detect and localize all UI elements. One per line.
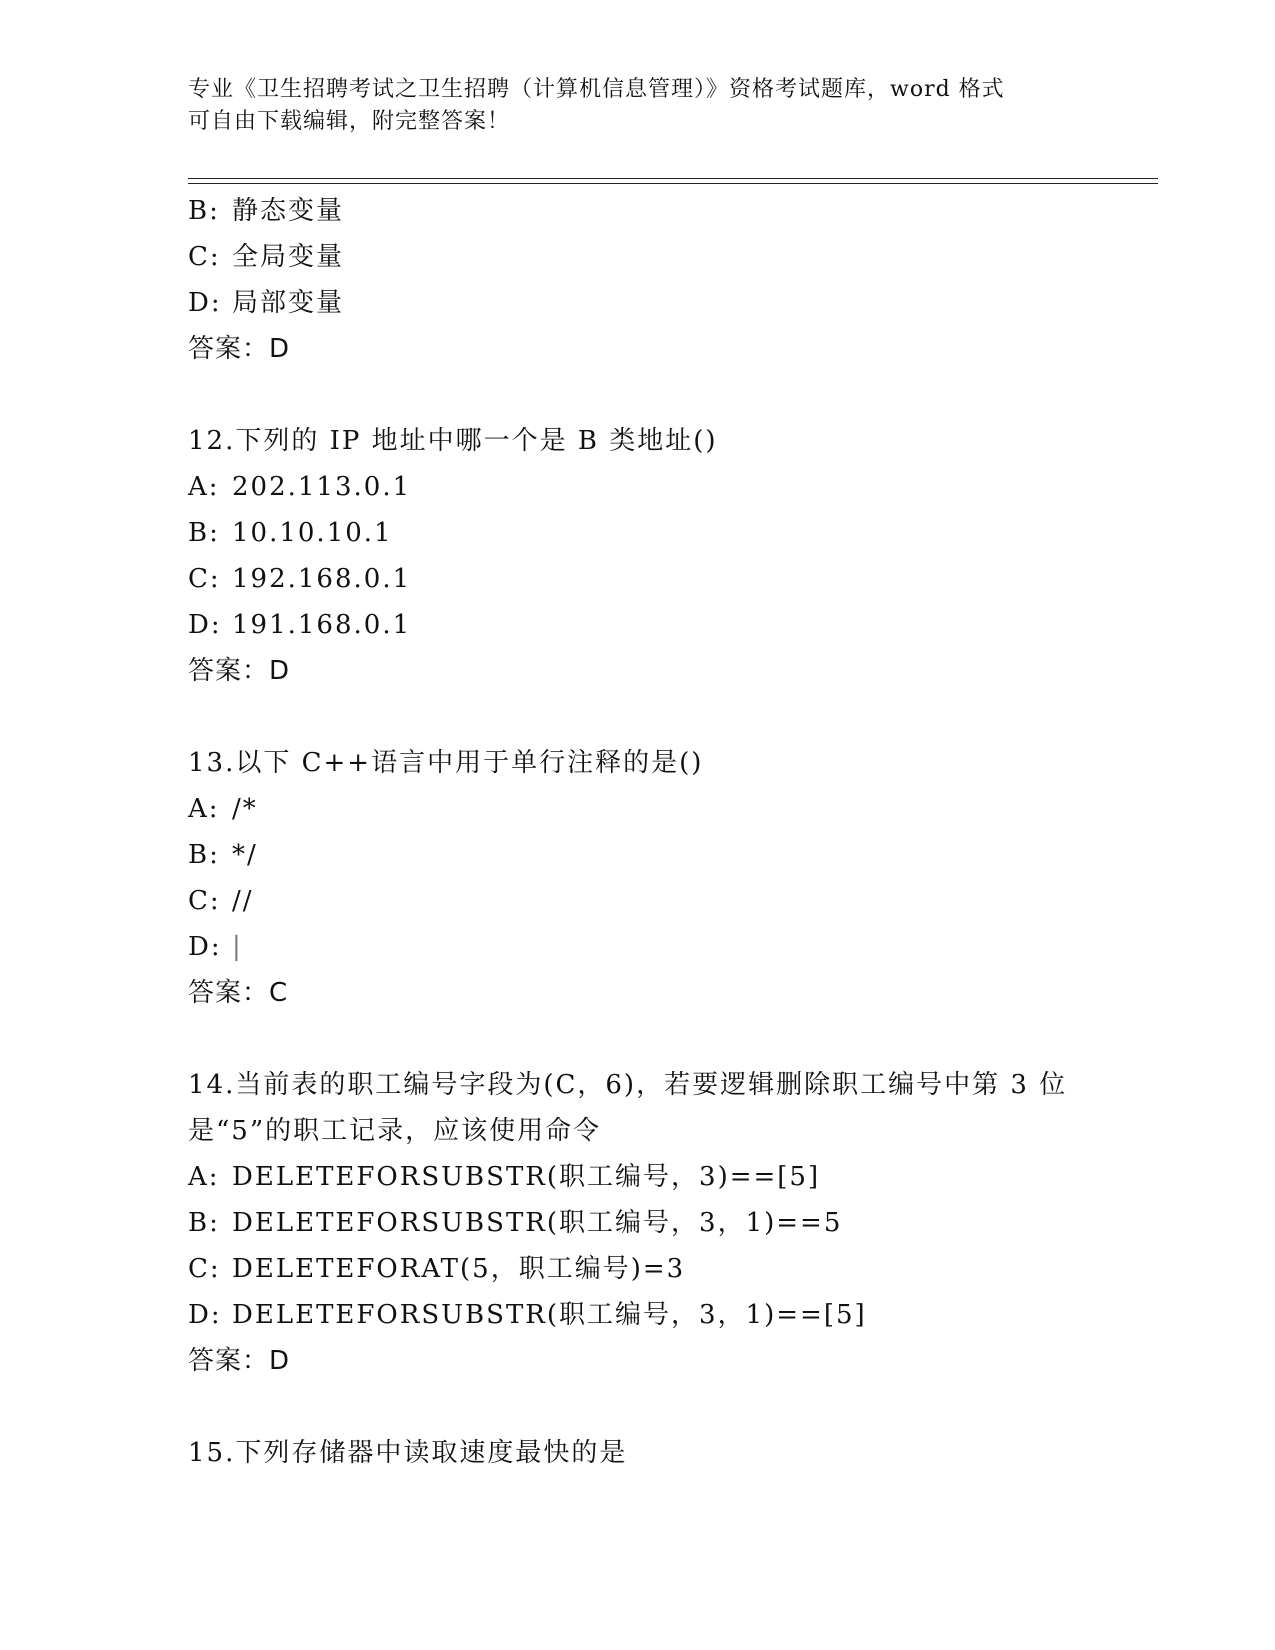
question-text-line-2 xyxy=(188,1108,1188,1154)
header-line-2: 可自由下载编辑，附完整答案！ xyxy=(188,109,511,134)
question-stem: 14.当前表的职工编号字段为(C，6)，若要逻辑删除职工编号中第 3 位 xyxy=(188,1070,1068,1100)
option-label: A: xyxy=(188,472,220,502)
question-stem: 15.下列存储器中读取速度最快的是 xyxy=(188,1438,628,1468)
option-text: DELETEFORSUBSTR(职工编号，3，1)==5 xyxy=(232,1208,843,1238)
option-b xyxy=(188,832,1188,878)
option-label: C: xyxy=(188,1254,221,1284)
option-label: C: xyxy=(188,242,221,272)
question-block-14 xyxy=(188,1062,1188,1384)
option-a xyxy=(188,464,1188,510)
option-label: D: xyxy=(188,610,222,640)
question-block-13 xyxy=(188,740,1188,1016)
option-text: DELETEFORSUBSTR(职工编号，3)==[5] xyxy=(232,1162,821,1192)
question-text xyxy=(188,740,1188,786)
option-a xyxy=(188,1154,1188,1200)
spacer xyxy=(188,1016,1188,1062)
answer-line: 答案：C xyxy=(188,978,289,1008)
option-text: /* xyxy=(232,794,258,824)
option-c xyxy=(188,234,1188,280)
option-label: D: xyxy=(188,932,222,962)
option-label: B: xyxy=(188,1208,220,1238)
option-b xyxy=(188,510,1188,556)
option-text: | xyxy=(232,932,243,962)
option-text: DELETEFORAT(5，职工编号)=3 xyxy=(232,1254,686,1284)
option-b xyxy=(188,1200,1188,1246)
option-b xyxy=(188,188,1188,234)
question-stem: 13.以下 C++语言中用于单行注释的是() xyxy=(188,748,704,778)
option-c xyxy=(188,556,1188,602)
option-label: C: xyxy=(188,564,221,594)
option-text: 191.168.0.1 xyxy=(232,610,412,640)
question-list xyxy=(188,188,1188,1476)
option-text: 192.168.0.1 xyxy=(232,564,412,594)
option-text: 全局变量 xyxy=(232,242,345,272)
question-block-15 xyxy=(188,1430,1188,1476)
option-text: DELETEFORSUBSTR(职工编号，3，1)==[5] xyxy=(232,1300,867,1330)
option-label: B: xyxy=(188,518,220,548)
option-label: D: xyxy=(188,288,222,318)
option-label: B: xyxy=(188,840,220,870)
option-c xyxy=(188,878,1188,924)
option-a xyxy=(188,786,1188,832)
option-d xyxy=(188,280,1188,326)
question-block-11 xyxy=(188,188,1188,372)
header-line-1: 专业《卫生招聘考试之卫生招聘（计算机信息管理）》资格考试题库，word 格式 xyxy=(188,77,1005,102)
spacer xyxy=(188,1384,1188,1430)
question-stem-continued: 是“5”的职工记录，应该使用命令 xyxy=(188,1116,602,1146)
header-divider-bottom xyxy=(188,183,1158,184)
option-text: 10.10.10.1 xyxy=(232,518,393,548)
option-text: 静态变量 xyxy=(232,196,345,226)
option-text: 202.113.0.1 xyxy=(232,472,412,502)
option-c xyxy=(188,1246,1188,1292)
answer-line: 答案：D xyxy=(188,1346,291,1376)
option-d xyxy=(188,1292,1188,1338)
question-stem: 12.下列的 IP 地址中哪一个是 B 类地址() xyxy=(188,426,718,456)
option-d xyxy=(188,924,1188,970)
question-block-12 xyxy=(188,418,1188,694)
option-label: A: xyxy=(188,794,220,824)
option-text: 局部变量 xyxy=(232,288,345,318)
option-label: A: xyxy=(188,1162,220,1192)
option-label: D: xyxy=(188,1300,222,1330)
option-label: B: xyxy=(188,196,220,226)
answer-line: 答案：D xyxy=(188,656,291,686)
document-header xyxy=(188,74,1088,138)
question-text xyxy=(188,418,1188,464)
option-text: */ xyxy=(232,840,258,870)
option-d xyxy=(188,602,1188,648)
option-text: // xyxy=(232,886,254,916)
question-text xyxy=(188,1430,1188,1476)
question-text-line-1 xyxy=(188,1062,1188,1108)
header-divider-top xyxy=(188,178,1158,179)
option-label: C: xyxy=(188,886,221,916)
answer-line: 答案：D xyxy=(188,334,291,364)
spacer xyxy=(188,694,1188,740)
spacer xyxy=(188,372,1188,418)
